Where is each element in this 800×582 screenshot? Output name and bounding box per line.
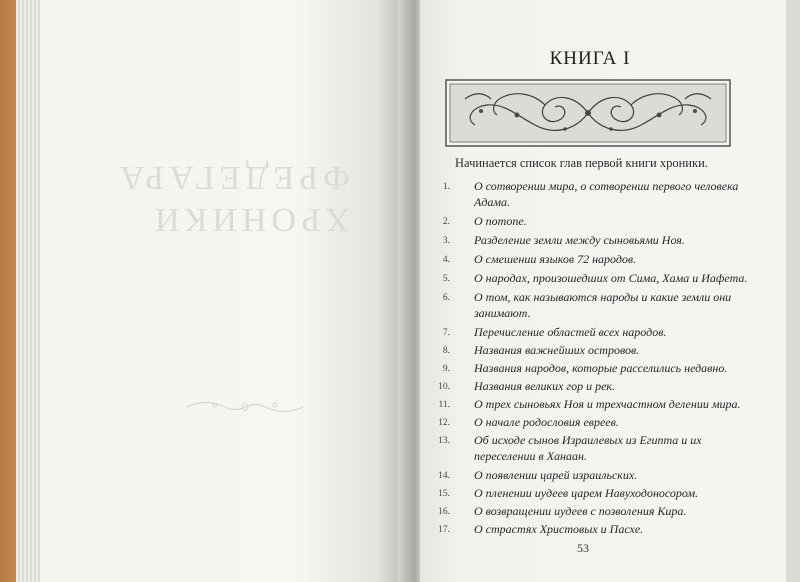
toc-item-number: 10. xyxy=(438,382,450,392)
toc-item-text: О сотворении мира, о сотворении первого человека Адама. xyxy=(474,179,739,209)
toc-item-number: 9. xyxy=(442,364,450,374)
toc-item-text: О появлении царей израильских. xyxy=(474,468,638,482)
left-page-show-through-title xyxy=(114,150,350,240)
decorative-header-ornament xyxy=(445,79,731,147)
left-page xyxy=(40,0,406,582)
right-page-edge xyxy=(786,0,800,582)
ghost-title-line-1: ХРОНИКИ xyxy=(150,201,350,238)
toc-item xyxy=(424,213,754,232)
toc-item-number: 12. xyxy=(438,418,450,428)
toc-item-text: О пленении иудеев царем Навуходоносором. xyxy=(474,486,699,500)
toc-item xyxy=(424,485,754,503)
toc-item xyxy=(424,289,754,324)
toc-item-number: 4. xyxy=(442,255,450,265)
toc-item-text: Перечисление областей всех народов. xyxy=(474,325,667,339)
toc-item-text: Названия народов, которые расселились недавно. xyxy=(474,361,728,375)
toc-item xyxy=(424,503,754,521)
toc-item xyxy=(424,396,754,414)
toc-item-text: О потопе. xyxy=(474,214,527,228)
toc-item-text: О том, как называются народы и какие земли они занимают. xyxy=(474,290,732,320)
toc-item-text: О трех сыновьях Ноя и трехчастном делении мира. xyxy=(474,397,741,411)
toc-item xyxy=(424,432,754,467)
toc-item-number: 3. xyxy=(442,236,450,246)
toc-intro: Начинается список глав первой книги хроники. xyxy=(455,156,708,170)
toc-item-text: Разделение земли между сыновьями Ноя. xyxy=(474,233,685,247)
toc-item xyxy=(424,378,754,396)
toc-item-number: 14. xyxy=(438,471,450,481)
toc-item-number: 17. xyxy=(438,525,450,535)
toc-item-text: Названия важнейших островов. xyxy=(474,343,640,357)
toc-item xyxy=(424,251,754,270)
book-heading: КНИГА I xyxy=(549,48,631,69)
toc-item-number: 7. xyxy=(442,328,450,338)
toc-item xyxy=(424,270,754,289)
toc-item xyxy=(424,521,754,539)
toc-item-number: 5. xyxy=(442,274,450,284)
toc-item-number: 11. xyxy=(438,400,450,410)
page-number: 53 xyxy=(577,541,589,555)
toc-item-number: 15. xyxy=(438,489,450,499)
toc-item-text: О народах, произошедших от Сима, Хама и Иафета. xyxy=(474,271,748,285)
ghost-title-line-2: ФРЕДЕГАРА xyxy=(114,159,350,196)
table-of-contents xyxy=(424,178,754,539)
toc-item-number: 16. xyxy=(438,507,450,517)
toc-item xyxy=(424,360,754,378)
toc-item-text: Об исходе сынов Израилевых из Египта и их переселении в Ханаан. xyxy=(474,433,702,463)
toc-item-text: О начале родословия евреев. xyxy=(474,415,619,429)
toc-item-text: О смешении языков 72 народов. xyxy=(474,252,637,266)
toc-item xyxy=(424,178,754,213)
toc-item xyxy=(424,467,754,485)
page-stack-edge xyxy=(16,0,42,582)
toc-item-text: Названия великих гор и рек. xyxy=(474,379,616,393)
toc-item-number: 1. xyxy=(442,182,450,192)
toc-item xyxy=(424,414,754,432)
toc-item-number: 13. xyxy=(438,436,450,446)
toc-item xyxy=(424,342,754,360)
toc-item xyxy=(424,324,754,342)
toc-item-number: 6. xyxy=(442,293,450,303)
left-page-ornament xyxy=(185,398,305,416)
toc-item xyxy=(424,232,754,251)
toc-item-text: О возвращении иудеев с позволения Кира. xyxy=(474,504,687,518)
toc-item-text: О страстях Христовых и Пасхе. xyxy=(474,522,644,536)
toc-item-number: 8. xyxy=(442,346,450,356)
toc-item-number: 2. xyxy=(442,217,450,227)
